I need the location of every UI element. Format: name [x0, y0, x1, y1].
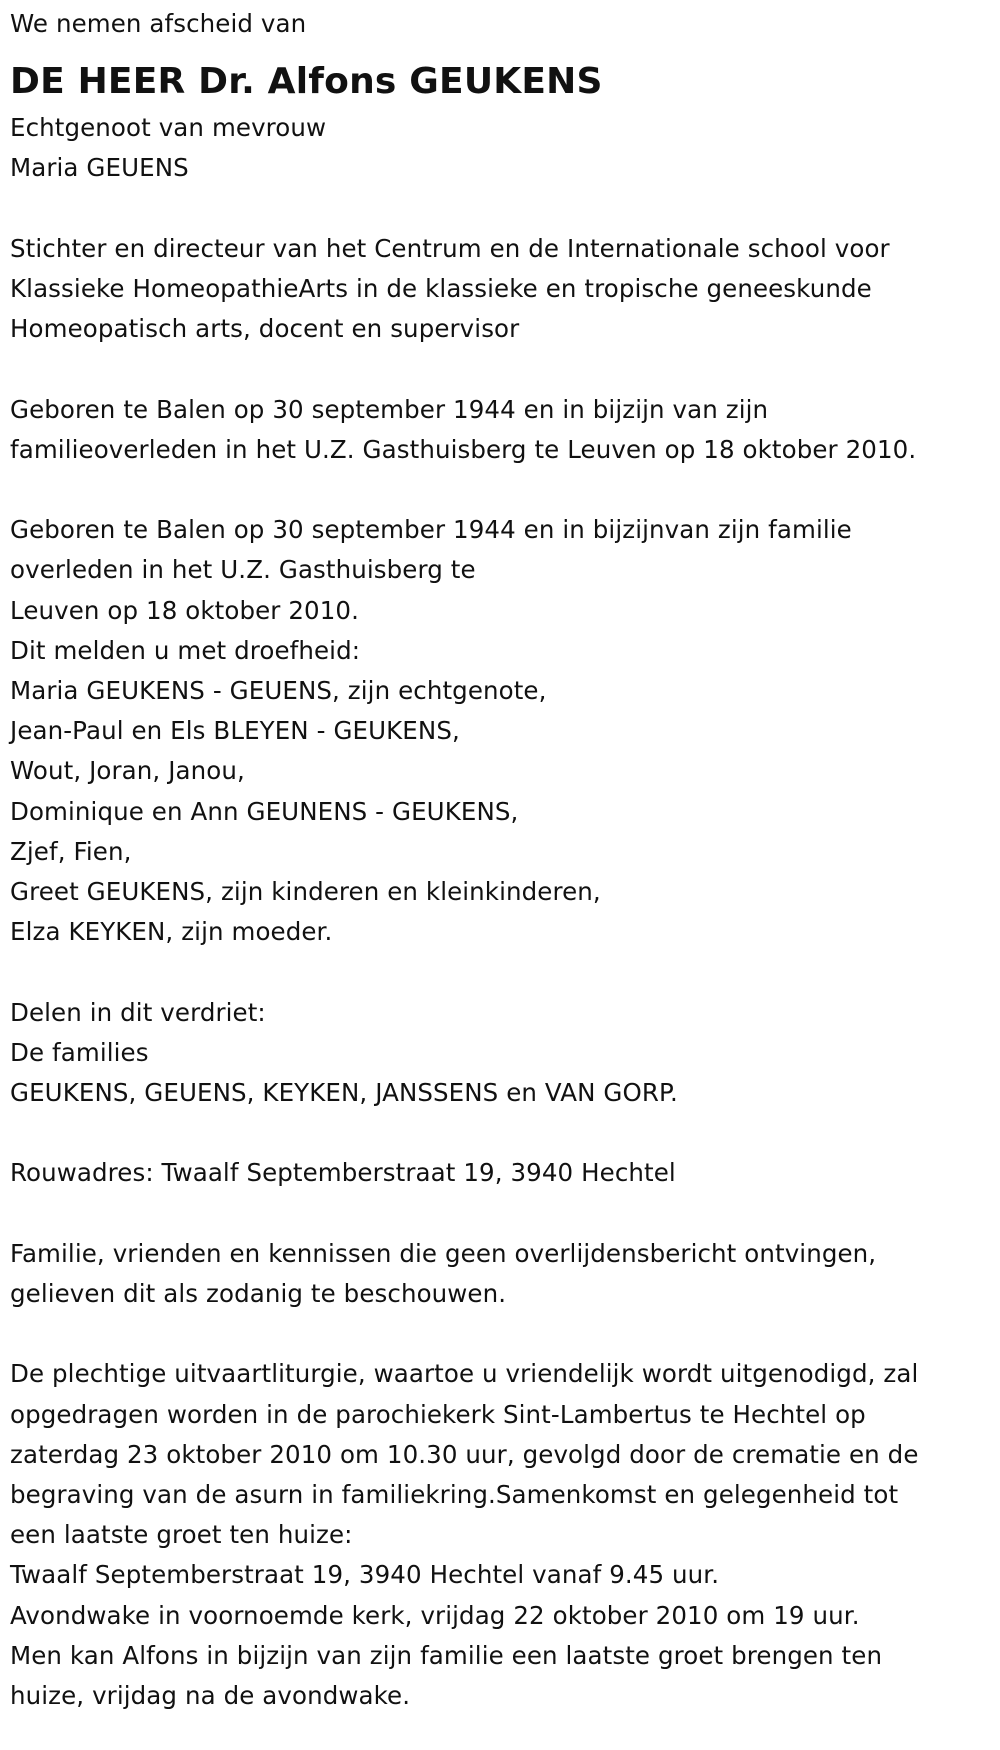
intro-text: We nemen afscheid van [10, 9, 307, 38]
family-line: Wout, Joran, Janou, [10, 756, 245, 786]
family-line: Dit melden u met droefheid: [10, 635, 361, 665]
birth-death-line: familieoverleden in het U.Z. Gasthuisberg te Leuven op 18 oktober 2010. [10, 434, 917, 464]
paragraph-gap [10, 470, 995, 510]
birth-death-line: Geboren te Balen op 30 september 1944 en in bijzijn van zijn [10, 394, 769, 424]
family-line: Jean-Paul en Els BLEYEN - GEUKENS, [10, 716, 460, 746]
ceremony-line: huize, vrijdag na de avondwake. [10, 1681, 411, 1711]
ceremony-line: Twaalf Septemberstraat 19, 3940 Hechtel vanaf 9.45 uur. [10, 1560, 720, 1590]
family-line: Elza KEYKEN, zijn moeder. [10, 917, 333, 947]
ceremony-line: Avondwake in voornoemde kerk, vrijdag 22 oktober 2010 om 19 uur. [10, 1600, 860, 1630]
ceremony-line: opgedragen worden in de parochiekerk Sint-Lambertus te Hechtel op [10, 1399, 866, 1429]
family-line: Maria GEUKENS - GEUENS, zijn echtgenote, [10, 676, 547, 705]
sharing-line: De families [10, 1037, 149, 1067]
deceased-name: DE HEER Dr. Alfons GEUKENS [10, 61, 603, 103]
paragraph-gap [10, 1314, 995, 1354]
family-line: Greet GEUKENS, zijn kinderen en kleinkinderen, [10, 877, 601, 907]
family-line: Zjef, Fien, [10, 836, 132, 866]
obituary-document [10, 4, 995, 1716]
notice-line: gelieven dit als zodanig te beschouwen. [10, 1279, 507, 1308]
ceremony-line: Men kan Alfons in bijzijn van zijn familie een laatste groet brengen ten [10, 1640, 883, 1670]
sharing-line: Delen in dit verdriet: [10, 997, 266, 1027]
family-line: overleden in het U.Z. Gasthuisberg te [10, 555, 476, 585]
profession-line: Homeopatisch arts, docent en supervisor [10, 314, 520, 344]
family-line: Leuven op 18 oktober 2010. [10, 595, 359, 625]
paragraph-gap [10, 189, 995, 229]
family-line: Geboren te Balen op 30 september 1944 en in bijzijnvan zijn familie [10, 515, 852, 545]
mourning-address: Rouwadres: Twaalf Septemberstraat 19, 3940 Hechtel [10, 1158, 676, 1188]
ceremony-line: begraving van de asurn in familiekring.Samenkomst en gelegenheid tot [10, 1480, 899, 1509]
profession-line: Stichter en directeur van het Centrum en de Internationale school voor [10, 233, 890, 263]
ceremony-line: zaterdag 23 oktober 2010 om 10.30 uur, gevolgd door de crematie en de [10, 1439, 919, 1469]
paragraph-gap [10, 349, 995, 389]
ceremony-line: De plechtige uitvaartliturgie, waartoe u vriendelijk wordt uitgenodigd, zal [10, 1359, 919, 1389]
notice-line: Familie, vrienden en kennissen die geen overlijdensbericht ontvingen, [10, 1238, 877, 1268]
spouse-line: Maria GEUENS [10, 153, 189, 183]
paragraph-gap [10, 952, 995, 992]
sharing-line: GEUKENS, GEUENS, KEYKEN, JANSSENS en VAN GORP. [10, 1078, 678, 1108]
paragraph-gap [10, 1113, 995, 1153]
profession-line: Klassieke HomeopathieArts in de klassieke en tropische geneeskunde [10, 274, 872, 303]
ceremony-line: een laatste groet ten huize: [10, 1520, 353, 1550]
family-line: Dominique en Ann GEUNENS - GEUKENS, [10, 796, 519, 826]
paragraph-gap [10, 1194, 995, 1234]
spouse-line: Echtgenoot van mevrouw [10, 113, 327, 143]
